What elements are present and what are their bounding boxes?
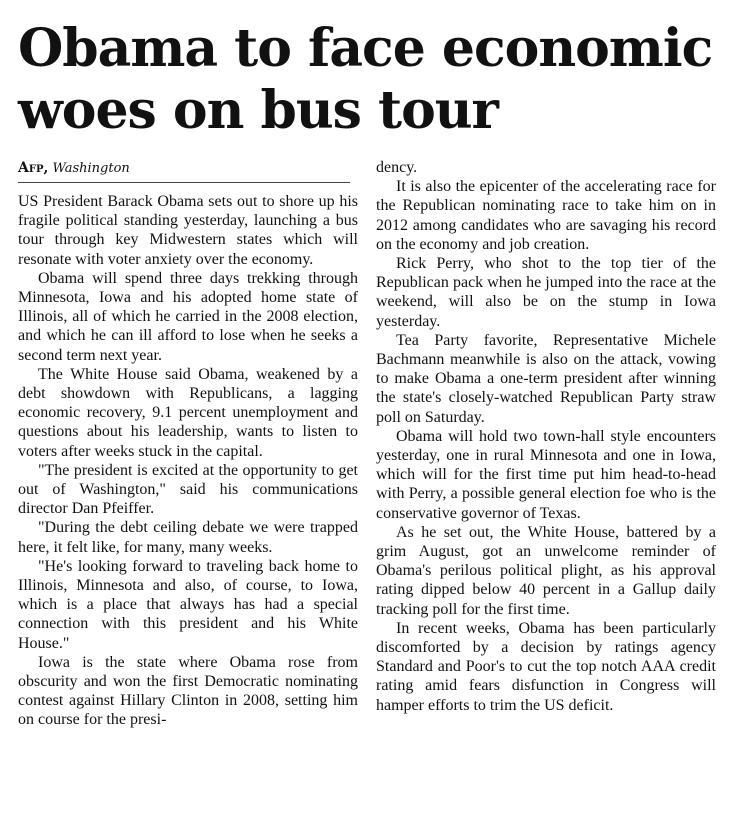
paragraph: Obama will hold two town-hall style encounters yesterday, one in rural Minnesota and one in Iowa, which will for the first time put him head-to-head with Perry, a possible general election foe who is the conservative governor of Texas. <box>376 427 716 522</box>
paragraph: Iowa is the state where Obama rose from obscurity and won the first Democratic nominating contest against Hillary Clinton in 2008, setting him on course for the presi- <box>18 653 358 729</box>
paragraph: "He's looking forward to traveling back home to Illinois, Minnesota and also, of course, to Iowa, which is a place that always has had a special connection with this president and his White House." <box>18 557 358 652</box>
paragraph: It is also the epicenter of the accelerating race for the Republican nominating race to take him on in 2012 among candidates who are savaging his record on the economy and job creation. <box>376 178 716 253</box>
paragraph: Rick Perry, who shot to the top tier of the Republican pack when he jumped into the race at the weekend, will also be on the stump in Iowa yesterday. <box>376 255 716 330</box>
paragraph-continuation: dency. <box>376 159 418 176</box>
paragraph: "During the debt ceiling debate we were trapped here, it felt like, for many, many weeks. <box>18 519 358 556</box>
headline-line-2: woes on bus tour <box>18 80 498 141</box>
byline-location: Washington <box>52 161 130 176</box>
paragraph: Obama will spend three days trekking through Minnesota, Iowa and his adopted home state of Illinois, all of which he carried in the 2008 election, and which he can ill afford to lose when he seeks a second term next year. <box>18 269 358 364</box>
byline <box>18 160 350 177</box>
byline-agency: Afp, <box>18 160 49 176</box>
paragraph: US President Barack Obama sets out to shore up his fragile political standing yesterday, launching a bus tour through key Midwestern states which will resonate with voter anxiety over the economy. <box>18 193 358 268</box>
paragraph: The White House said Obama, weakened by a debt showdown with Republicans, a lagging economic recovery, 9.1 percent unemployment and questions about his leadership, wants to listen to voters after weeks stuck in the capital. <box>18 365 358 460</box>
byline-divider <box>18 182 350 183</box>
paragraph: As he set out, the White House, battered by a grim August, got an unwelcome reminder of Obama's perilous political plight, as his approval rating dipped below 40 percent in a Gallup daily tracking poll for the first time. <box>376 523 716 618</box>
headline-line-1: Obama to face economic <box>18 18 713 79</box>
paragraph: "The president is excited at the opportunity to get out of Washington," said his communications director Dan Pfeiffer. <box>18 461 358 518</box>
article-column-1 <box>18 192 358 730</box>
paragraph: In recent weeks, Obama has been particularly discomforted by a decision by ratings agency Standard and Poor's to cut the top notch AAA credit rating amid fears disfunction in Congress will hamper efforts to trim the US deficit. <box>376 619 716 714</box>
headline <box>18 18 723 142</box>
paragraph: Tea Party favorite, Representative Michele Bachmann meanwhile is also on the attack, vowing to make Obama a one-term president after winning the state's closely-watched Republican Party straw poll on Saturday. <box>376 331 716 426</box>
article-column-2 <box>376 158 716 715</box>
